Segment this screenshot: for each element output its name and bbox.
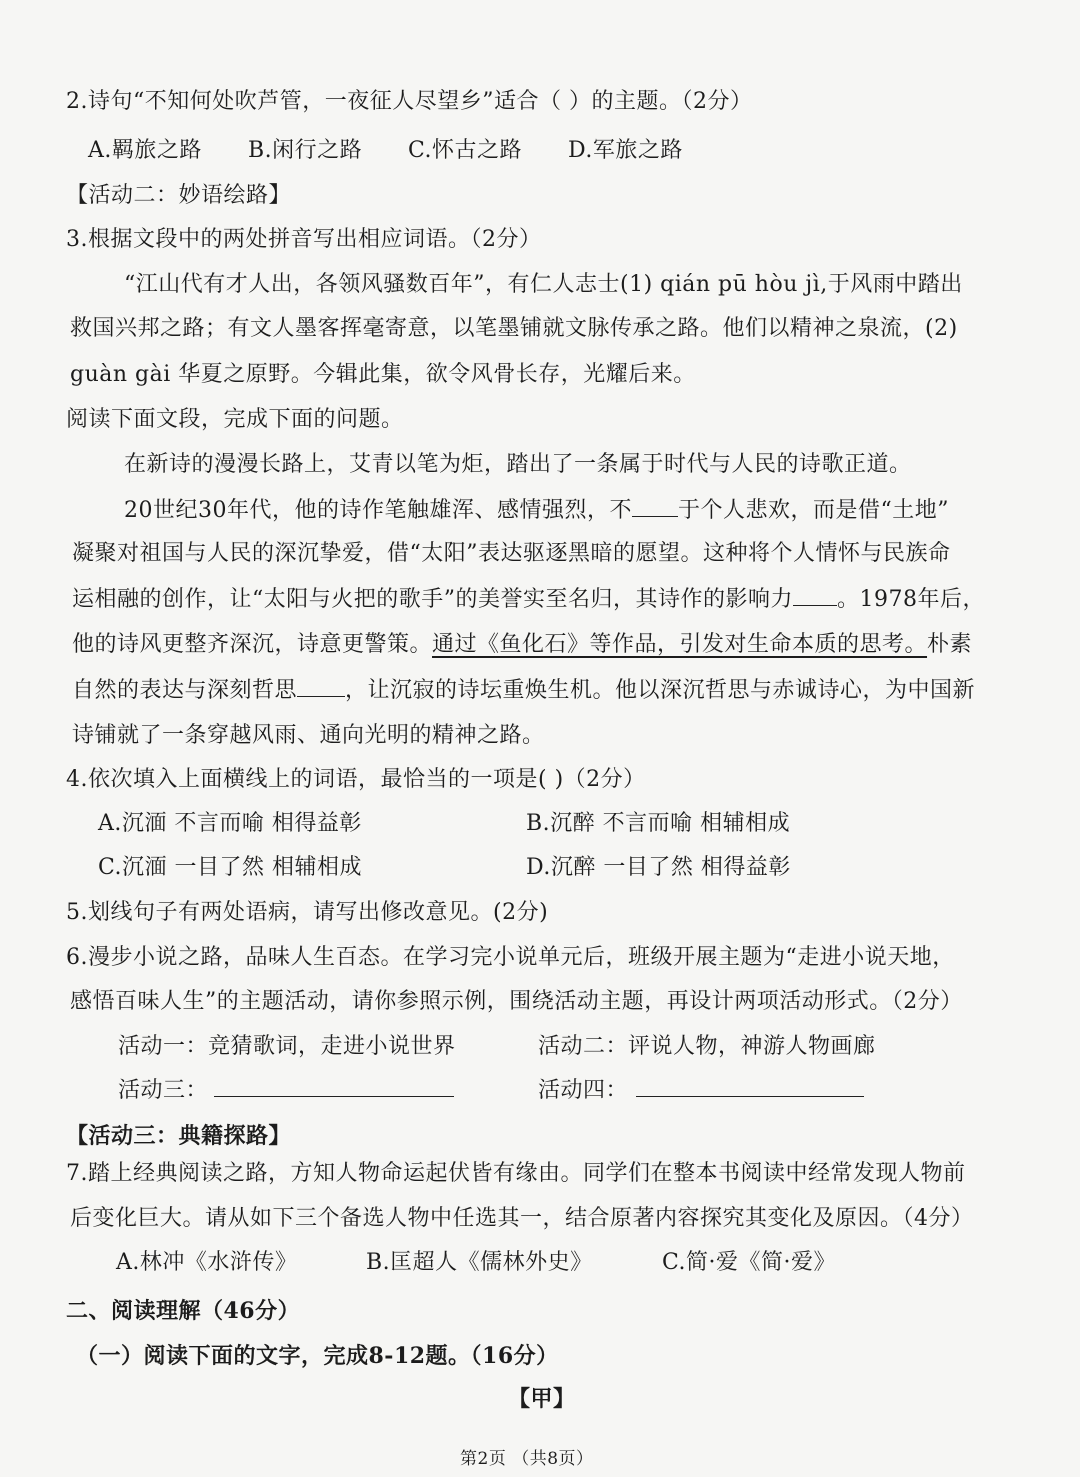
passage-line6-text-a: 自然的表达与深刻哲思 (72, 678, 298, 703)
q3-stem: 3.根据文段中的两处拼音写出相应词语。（2分） (66, 227, 542, 252)
q6-activity3-label: 活动三： (118, 1078, 209, 1103)
underlined-sentence: 通过《鱼化石》等作品，引发对生命本质的思考。 (432, 632, 928, 657)
q6-activity1: 活动一：竞猜歌词，走进小说世界 (118, 1034, 456, 1059)
passage-line5-text-a: 他的诗风更整齐深沉，诗意更警策。 (72, 632, 433, 657)
passage-line4-text-a: 运相融的创作，让“太阳与火把的歌手”的美誉实至名归，其诗作的影响力 (72, 587, 793, 612)
q7-line1: 7.踏上经典阅读之路，方知人物命运起伏皆有缘由。同学们在整本书阅读中经常发现人物前 (66, 1161, 966, 1186)
passage-line5 (72, 630, 972, 660)
passage-blank-2[interactable] (793, 605, 837, 606)
passage-jia-label: 【甲】 (508, 1386, 576, 1412)
q6-activity3 (118, 1076, 454, 1106)
subsection1-heading: （一）阅读下面的文字，完成8-12题。（16分） (76, 1343, 559, 1369)
q6-activity4 (538, 1076, 864, 1106)
passage-blank-1[interactable] (632, 516, 678, 517)
q6-activity4-answer-line[interactable] (636, 1096, 864, 1097)
q6-activity4-label: 活动四： (538, 1078, 629, 1103)
activity2-heading: 【活动二：妙语绘路】 (66, 183, 292, 208)
passage-line3: 凝聚对祖国与人民的深沉挚爱，借“太阳”表达驱逐黑暗的愿望。这种将个人情怀与民族命 (72, 541, 951, 566)
q6-activity2: 活动二：评说人物，神游人物画廊 (538, 1034, 876, 1059)
passage-line2-text-a: 20世纪30年代，他的诗作笔触雄浑、感情强烈，不 (124, 498, 632, 523)
passage-line2-text-b: 于个人悲欢，而是借“土地” (678, 498, 949, 523)
passage-line4-text-b: 。1978年后， (837, 587, 985, 612)
q7-option-c: C.简·爱《简·爱》 (662, 1250, 837, 1275)
passage-line6-text-b: ，让沉寂的诗坛重焕生机。他以深沉哲思与赤诚诗心，为中国新 (345, 678, 976, 703)
q4-stem: 4.依次填入上面横线上的词语，最恰当的一项是( )（2分） (66, 767, 646, 792)
page-footer: 第2页 （共8页） (460, 1449, 594, 1469)
q3-paragraph-line3: guàn gài 华夏之原野。今辑此集，欲令风骨长存，光耀后来。 (70, 362, 696, 387)
q6-line1: 6.漫步小说之路，品味人生百态。在学习完小说单元后，班级开展主题为“走进小说天地， (66, 945, 955, 970)
q3-paragraph-line1: “江山代有才人出，各领风骚数百年”，有仁人志士(1) qián pū hòu jì,于风雨中踏出 (124, 272, 963, 297)
q2-option-b: B.闲行之路 (248, 138, 363, 163)
reading-intro: 阅读下面文段，完成下面的问题。 (66, 407, 404, 432)
q6-activity3-answer-line[interactable] (214, 1096, 454, 1097)
activity3-heading: 【活动三：典籍探路】 (66, 1123, 292, 1149)
q2-option-a: A.羁旅之路 (88, 138, 202, 163)
passage-line2 (124, 496, 949, 526)
q2-option-c: C.怀古之路 (408, 138, 523, 163)
section2-heading: 二、阅读理解（46分） (66, 1298, 301, 1324)
passage-line4 (72, 585, 985, 615)
passage-line7: 诗铺就了一条穿越风雨、通向光明的精神之路。 (72, 723, 545, 748)
q7-line2: 后变化巨大。请从如下三个备选人物中任选其一，结合原著内容探究其变化及原因。（4分） (70, 1206, 974, 1231)
q4-option-a: A.沉湎 不言而喻 相得益彰 (98, 811, 362, 836)
q2-stem: 2.诗句“不知何处吹芦管，一夜征人尽望乡”适合（ ）的主题。（2分） (66, 89, 753, 114)
q7-option-a: A.林冲《水浒传》 (116, 1250, 298, 1275)
q4-option-b: B.沉醉 不言而喻 相辅相成 (526, 811, 791, 836)
passage-line1: 在新诗的漫漫长路上，艾青以笔为炬，踏出了一条属于时代与人民的诗歌正道。 (124, 452, 912, 477)
passage-blank-3[interactable] (297, 696, 345, 697)
q7-option-b: B.匡超人《儒林外史》 (366, 1250, 593, 1275)
q4-option-c: C.沉湎 一目了然 相辅相成 (98, 855, 363, 880)
q2-option-d: D.军旅之路 (568, 138, 683, 163)
q4-option-d: D.沉醉 一目了然 相得益彰 (526, 855, 791, 880)
q3-paragraph-line2: 救国兴邦之路；有文人墨客挥毫寄意，以笔墨铺就文脉传承之路。他们以精神之泉流，(2) (70, 316, 958, 341)
passage-line5-text-b: 朴素 (927, 632, 973, 657)
q5-stem: 5.划线句子有两处语病，请写出修改意见。(2分) (66, 900, 549, 925)
passage-line6 (72, 676, 975, 706)
q6-line2: 感悟百味人生”的主题活动，请你参照示例，围绕活动主题，再设计两项活动形式。（2分） (70, 989, 963, 1014)
